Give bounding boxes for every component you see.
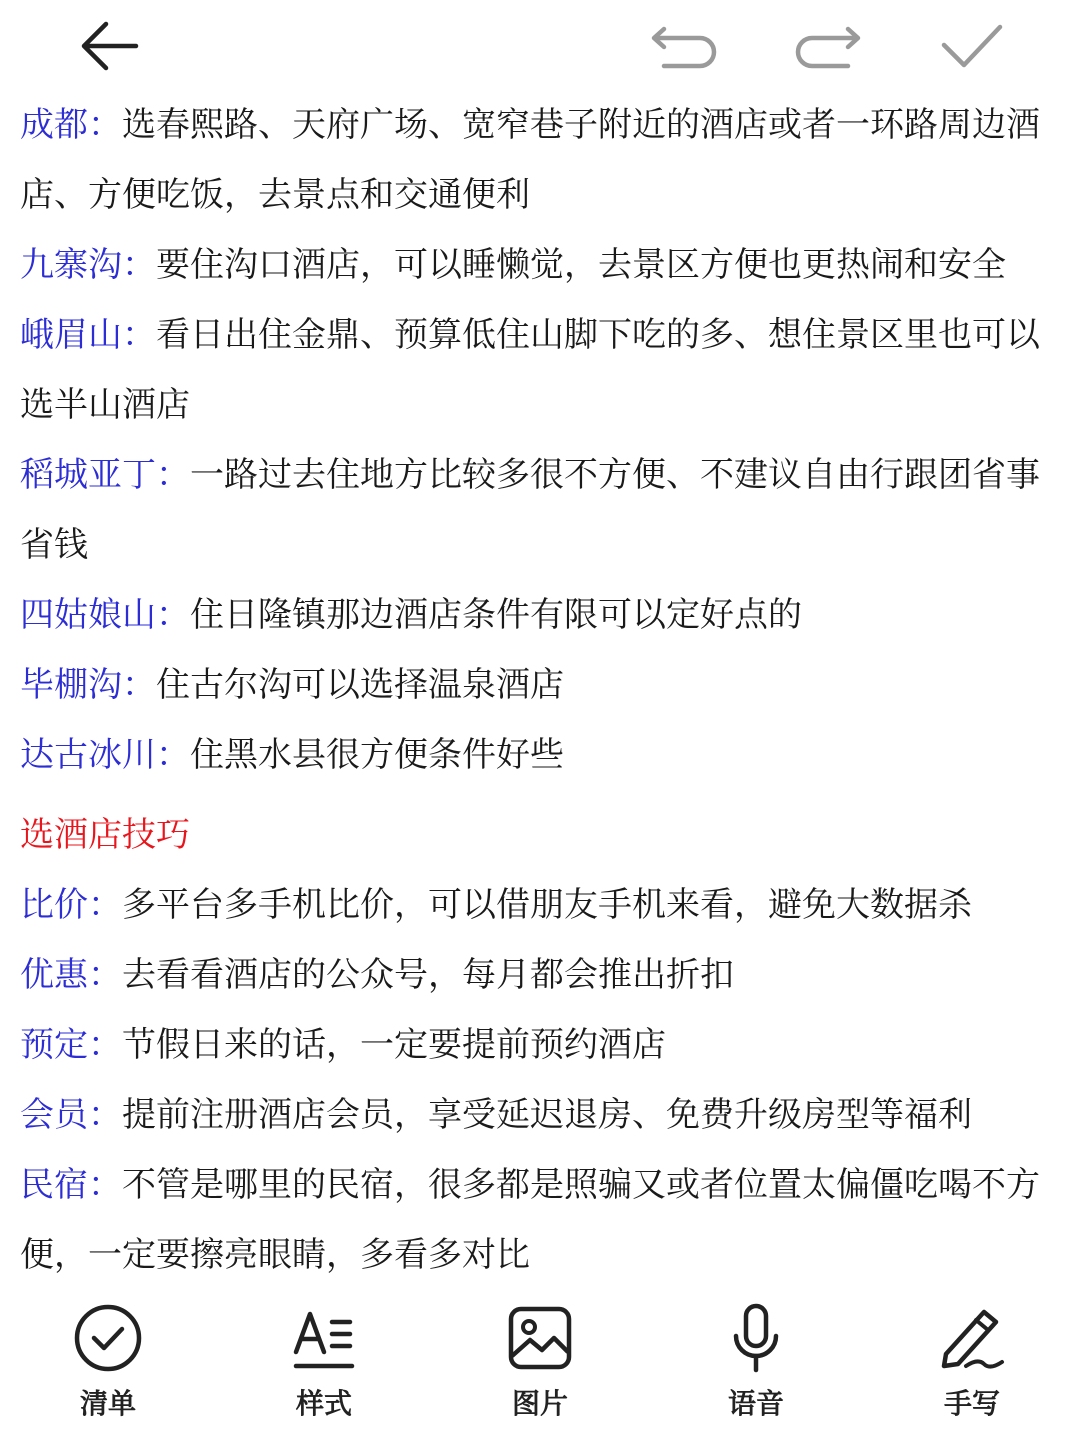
bottom-toolbar (0, 1290, 1080, 1440)
tip-text: 提前注册酒店会员，享受延迟退房、免费升级房型等福利 (122, 1095, 972, 1135)
entry-key: 达古冰川： (20, 735, 190, 775)
redo-button[interactable] (792, 12, 864, 80)
style-label: 样式 (295, 1387, 352, 1420)
section-heading: 选酒店技巧 (20, 815, 190, 855)
text-style-icon (284, 1298, 364, 1378)
tip-discount (20, 940, 1060, 1010)
entry-key: 四姑娘山： (20, 595, 190, 635)
tip-text: 节假日来的话，一定要提前预约酒店 (122, 1025, 666, 1065)
tip-compare-price (20, 870, 1060, 940)
pen-icon (932, 1298, 1012, 1378)
entry-daocheng-yading (20, 440, 1060, 580)
entry-dagu-glacier (20, 720, 1060, 790)
style-button[interactable] (254, 1298, 394, 1428)
undo-icon (650, 21, 718, 71)
entry-bipenggou (20, 650, 1060, 720)
tip-key: 会员： (20, 1095, 122, 1135)
redo-icon (794, 21, 862, 71)
entry-key: 成都： (20, 105, 122, 145)
image-label: 图片 (511, 1387, 568, 1420)
tip-membership (20, 1080, 1060, 1150)
checklist-circle-icon (68, 1298, 148, 1378)
microphone-icon (716, 1298, 796, 1378)
tip-key: 比价： (20, 885, 122, 925)
entry-siguniangshan (20, 580, 1060, 650)
entry-text: 要住沟口酒店，可以睡懒觉，去景区方便也更热闹和安全 (156, 245, 1006, 285)
entry-text: 看日出住金鼎、预算低住山脚下吃的多、想住景区里也可以选半山酒店 (20, 315, 1040, 425)
tip-text: 不管是哪里的民宿，很多都是照骗又或者位置太偏僵吃喝不方便，一定要擦亮眼睛，多看多对比 (20, 1165, 1040, 1275)
entry-key: 九寨沟： (20, 245, 156, 285)
voice-button[interactable] (686, 1298, 826, 1428)
entry-jiuzhaigou (20, 230, 1060, 300)
handwrite-button[interactable] (902, 1298, 1042, 1428)
entry-chengdu (20, 90, 1060, 230)
undo-button[interactable] (648, 12, 720, 80)
tip-key: 民宿： (20, 1165, 122, 1205)
entry-text: 选春熙路、天府广场、宽窄巷子附近的酒店或者一环路周边酒店、方便吃饭，去景点和交通便利 (20, 105, 1040, 215)
top-toolbar (0, 0, 1080, 92)
entry-text: 住日隆镇那边酒店条件有限可以定好点的 (190, 595, 802, 635)
entry-key: 毕棚沟： (20, 665, 156, 705)
image-icon (500, 1298, 580, 1378)
entry-emeishan (20, 300, 1060, 440)
handwrite-label: 手写 (943, 1387, 1000, 1420)
note-content[interactable] (20, 90, 1060, 1280)
done-button[interactable] (936, 12, 1008, 80)
tip-text: 多平台多手机比价，可以借朋友手机来看，避免大数据杀 (122, 885, 972, 925)
entry-text: 一路过去住地方比较多很不方便、不建议自由行跟团省事省钱 (20, 455, 1040, 565)
entry-key: 稻城亚丁： (20, 455, 190, 495)
voice-label: 语音 (727, 1387, 784, 1420)
tip-key: 优惠： (20, 955, 122, 995)
arrow-left-icon (76, 14, 140, 78)
checklist-label: 清单 (79, 1387, 136, 1420)
tip-booking (20, 1010, 1060, 1080)
tip-key: 预定： (20, 1025, 122, 1065)
back-button[interactable] (72, 12, 144, 80)
image-button[interactable] (470, 1298, 610, 1428)
checklist-button[interactable] (38, 1298, 178, 1428)
entry-key: 峨眉山： (20, 315, 156, 355)
entry-text: 住黑水县很方便条件好些 (190, 735, 564, 775)
tip-homestay (20, 1150, 1060, 1280)
entry-text: 住古尔沟可以选择温泉酒店 (156, 665, 564, 705)
checkmark-icon (940, 21, 1004, 71)
tip-text: 去看看酒店的公众号，每月都会推出折扣 (122, 955, 734, 995)
